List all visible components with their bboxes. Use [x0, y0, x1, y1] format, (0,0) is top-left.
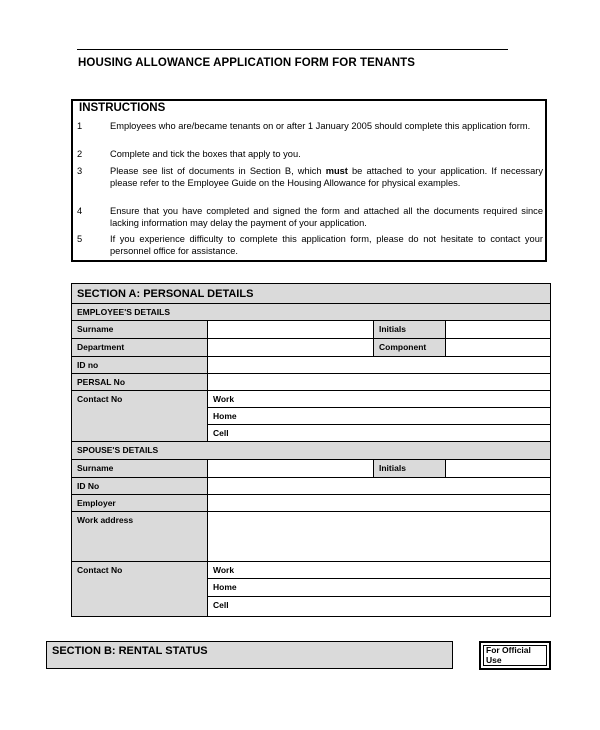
spouse-employer-field[interactable] [208, 495, 551, 512]
spouse-contact-label: Contact No [72, 562, 208, 617]
employee-cell-phone-field[interactable] [208, 425, 551, 442]
section-a-table [71, 283, 551, 617]
spouse-home-phone-field[interactable] [208, 579, 551, 597]
spouse-initials-label: Initials [374, 460, 446, 478]
instruction-text: Please see list of documents in Section B, which must be attached to your application. If necessary please refer to the Employee Guide on the Housing Allowance for physical examples. [110, 166, 544, 188]
spouse-details-heading: SPOUSE'S DETAILS [72, 442, 551, 460]
employee-persal-field[interactable] [208, 374, 551, 391]
official-use-box [479, 641, 551, 670]
cell-label: Cell [213, 428, 229, 438]
spouse-id-label: ID No [72, 478, 208, 495]
spouse-surname-field[interactable] [208, 460, 374, 478]
spouse-work-phone-field[interactable] [208, 562, 551, 579]
instruction-number: 4 [77, 206, 83, 216]
spouse-work-address-field[interactable] [208, 512, 551, 562]
section-a-title: SECTION A: PERSONAL DETAILS [72, 284, 551, 304]
employee-department-label: Department [72, 339, 208, 357]
top-rule [77, 49, 508, 50]
employee-persal-label: PERSAL No [72, 374, 208, 391]
work-label: Work [213, 394, 235, 404]
cell-label: Cell [213, 600, 229, 610]
home-label: Home [213, 411, 237, 421]
official-use-label: For Official Use [486, 645, 531, 665]
spouse-work-address-label: Work address [72, 512, 208, 562]
employee-initials-label: Initials [374, 321, 446, 339]
employee-component-label: Component [374, 339, 446, 357]
employee-id-field[interactable] [208, 357, 551, 374]
instruction-number: 3 [77, 166, 83, 176]
employee-contact-label: Contact No [72, 391, 208, 442]
spouse-initials-field[interactable] [446, 460, 551, 478]
employee-initials-field[interactable] [446, 321, 551, 339]
instruction-number: 1 [77, 121, 83, 131]
form-title: HOUSING ALLOWANCE APPLICATION FORM FOR TENANTS [78, 57, 416, 69]
spouse-id-field[interactable] [208, 478, 551, 495]
instruction-number: 2 [77, 149, 83, 159]
section-b-header [46, 641, 453, 669]
work-label: Work [213, 565, 235, 575]
employee-component-field[interactable] [446, 339, 551, 357]
employee-work-phone-field[interactable] [208, 391, 551, 408]
spouse-surname-label: Surname [72, 460, 208, 478]
spouse-employer-label: Employer [72, 495, 208, 512]
employee-department-field[interactable] [208, 339, 374, 357]
instructions-box [71, 99, 547, 262]
emphasis-must: must [325, 166, 348, 176]
employee-details-heading: EMPLOYEE'S DETAILS [72, 304, 551, 321]
spouse-cell-phone-field[interactable] [208, 597, 551, 617]
instruction-text: Complete and tick the boxes that apply to you. [110, 149, 301, 159]
employee-surname-label: Surname [72, 321, 208, 339]
employee-id-label: ID no [72, 357, 208, 374]
instruction-text: If you experience difficulty to complete this application form, please do not hesitate to contact your personnel office for assistance. [110, 234, 543, 256]
employee-surname-field[interactable] [208, 321, 374, 339]
employee-home-phone-field[interactable] [208, 408, 551, 425]
section-b-title: SECTION B: RENTAL STATUS [52, 645, 208, 657]
home-label: Home [213, 582, 237, 592]
instructions-heading: INSTRUCTIONS [79, 102, 166, 114]
instruction-number: 5 [77, 234, 83, 244]
instruction-text: Ensure that you have completed and signed the form and attached all the documents required since lacking information may delay the payment of your application. [110, 206, 543, 228]
instruction-text: Employees who are/became tenants on or after 1 January 2005 should complete this application form. [110, 121, 531, 131]
